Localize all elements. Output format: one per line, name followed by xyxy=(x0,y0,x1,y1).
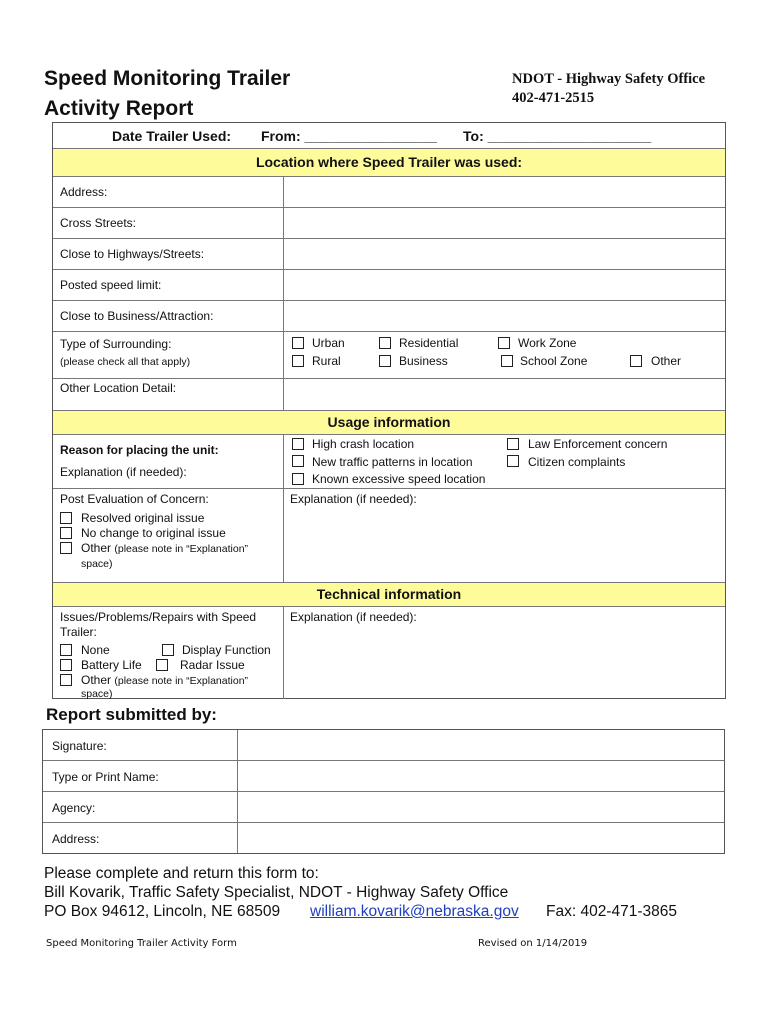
no-change-label: No change to original issue xyxy=(81,526,226,540)
residential-label: Residential xyxy=(399,336,459,350)
return-contact: Bill Kovarik, Traffic Safety Specialist, NDOT - Highway Safety Office xyxy=(44,884,509,901)
law-enforcement-checkbox[interactable] xyxy=(507,438,519,450)
work-zone-label: Work Zone xyxy=(518,336,577,350)
issues-label-line-2: Trailer: xyxy=(60,625,97,639)
submitter-address-label: Address: xyxy=(52,832,100,846)
close-business-label: Close to Business/Attraction: xyxy=(60,309,214,323)
print-name-label: Type or Print Name: xyxy=(52,770,159,784)
display-function-checkbox[interactable] xyxy=(162,644,174,656)
issues-label-line-1: Issues/Problems/Repairs with Speed xyxy=(60,610,257,624)
row-divider xyxy=(53,207,725,208)
other-text: Other xyxy=(81,673,112,687)
title-line-1: Speed Monitoring Trailer xyxy=(44,67,291,90)
post-eval-other-checkbox[interactable] xyxy=(60,542,72,554)
no-change-checkbox[interactable] xyxy=(60,527,72,539)
urban-checkbox[interactable] xyxy=(292,337,304,349)
other-note: (please note in “Explanation” xyxy=(114,675,249,687)
resolved-label: Resolved original issue xyxy=(81,511,205,525)
citizen-complaints-checkbox[interactable] xyxy=(507,455,519,467)
report-submitted-heading: Report submitted by: xyxy=(46,705,217,724)
form-name-footer: Speed Monitoring Trailer Activity Form xyxy=(46,938,237,949)
signature-label: Signature: xyxy=(52,739,107,753)
new-traffic-label: New traffic patterns in location xyxy=(312,455,473,469)
work-zone-checkbox[interactable] xyxy=(498,337,510,349)
form-title xyxy=(44,64,290,124)
agency-name: NDOT - Highway Safety Office xyxy=(512,71,706,87)
technical-section-header: Technical information xyxy=(53,582,725,607)
row-divider xyxy=(43,822,724,823)
date-from-field[interactable]: From: _________________ xyxy=(261,128,437,144)
battery-life-label: Battery Life xyxy=(81,658,142,672)
high-crash-checkbox[interactable] xyxy=(292,438,304,450)
new-traffic-checkbox[interactable] xyxy=(292,455,304,467)
post-eval-other-note-end: space) xyxy=(81,558,113,570)
resolved-checkbox[interactable] xyxy=(60,512,72,524)
battery-life-checkbox[interactable] xyxy=(60,659,72,671)
known-speed-checkbox[interactable] xyxy=(292,473,304,485)
location-section-header: Location where Speed Trailer was used: xyxy=(53,148,725,177)
cross-streets-label: Cross Streets: xyxy=(60,216,137,230)
title-line-2: Activity Report xyxy=(44,97,194,120)
post-eval-other-label xyxy=(81,541,248,556)
usage-column-divider xyxy=(283,435,284,582)
school-zone-checkbox[interactable] xyxy=(501,355,513,367)
fax-number: Fax: 402-471-3865 xyxy=(546,903,677,920)
row-divider xyxy=(53,300,725,301)
row-divider xyxy=(53,331,725,332)
other-note: (please note in “Explanation” xyxy=(114,543,249,555)
technical-column-divider xyxy=(283,607,284,699)
date-to-field[interactable]: To: _____________________ xyxy=(463,128,652,144)
surrounding-label: Type of Surrounding: xyxy=(60,337,172,351)
submitter-agency-label: Agency: xyxy=(52,801,96,815)
radar-issue-checkbox[interactable] xyxy=(156,659,168,671)
high-crash-label: High crash location xyxy=(312,437,415,451)
agency-phone: 402-471-2515 xyxy=(512,90,595,106)
law-enforcement-label: Law Enforcement concern xyxy=(528,437,668,451)
posted-speed-label: Posted speed limit: xyxy=(60,278,162,292)
revision-date-footer: Revised on 1/14/2019 xyxy=(478,938,588,949)
row-divider xyxy=(53,378,725,379)
surrounding-note: (please check all that apply) xyxy=(60,356,191,368)
known-speed-label: Known excessive speed location xyxy=(312,472,486,486)
other-text: Other xyxy=(81,541,112,555)
return-instructions: Please complete and return this form to: xyxy=(44,865,319,882)
display-function-label: Display Function xyxy=(182,643,271,657)
submitter-table xyxy=(42,729,725,854)
close-highways-label: Close to Highways/Streets: xyxy=(60,247,205,261)
urban-label: Urban xyxy=(312,336,345,350)
row-divider xyxy=(53,238,725,239)
residential-checkbox[interactable] xyxy=(379,337,391,349)
technical-other-checkbox[interactable] xyxy=(60,674,72,686)
row-divider xyxy=(43,760,724,761)
rural-checkbox[interactable] xyxy=(292,355,304,367)
agency-block xyxy=(512,70,705,108)
row-divider xyxy=(53,269,725,270)
post-evaluation-label: Post Evaluation of Concern: xyxy=(60,492,209,506)
return-po-box: PO Box 94612, Lincoln, NE 68509 xyxy=(44,903,281,920)
row-divider xyxy=(53,488,725,489)
technical-other-label xyxy=(81,673,248,688)
address-label: Address: xyxy=(60,185,108,199)
other-location-checkbox[interactable] xyxy=(630,355,642,367)
row-divider xyxy=(43,791,724,792)
usage-section-header: Usage information xyxy=(53,410,725,435)
rural-label: Rural xyxy=(312,354,341,368)
business-checkbox[interactable] xyxy=(379,355,391,367)
technical-explanation-label: Explanation (if needed): xyxy=(290,610,417,624)
radar-issue-label: Radar Issue xyxy=(180,658,245,672)
post-eval-explanation-label: Explanation (if needed): xyxy=(290,492,417,506)
business-label: Business xyxy=(399,354,448,368)
contact-email-link[interactable]: william.kovarik@nebraska.gov xyxy=(310,903,519,920)
none-label: None xyxy=(81,643,110,657)
reason-label: Reason for placing the unit: xyxy=(60,443,219,457)
other-location-detail-label: Other Location Detail: xyxy=(60,381,177,395)
citizen-complaints-label: Citizen complaints xyxy=(528,455,626,469)
technical-other-note-end: space) xyxy=(81,688,113,700)
reason-explanation-label: Explanation (if needed): xyxy=(60,465,187,479)
other-location-label: Other xyxy=(651,354,682,368)
none-checkbox[interactable] xyxy=(60,644,72,656)
school-zone-label: School Zone xyxy=(520,354,588,368)
date-trailer-used-label: Date Trailer Used: xyxy=(112,128,232,144)
location-column-divider xyxy=(283,177,284,410)
report-form-table xyxy=(52,122,726,699)
